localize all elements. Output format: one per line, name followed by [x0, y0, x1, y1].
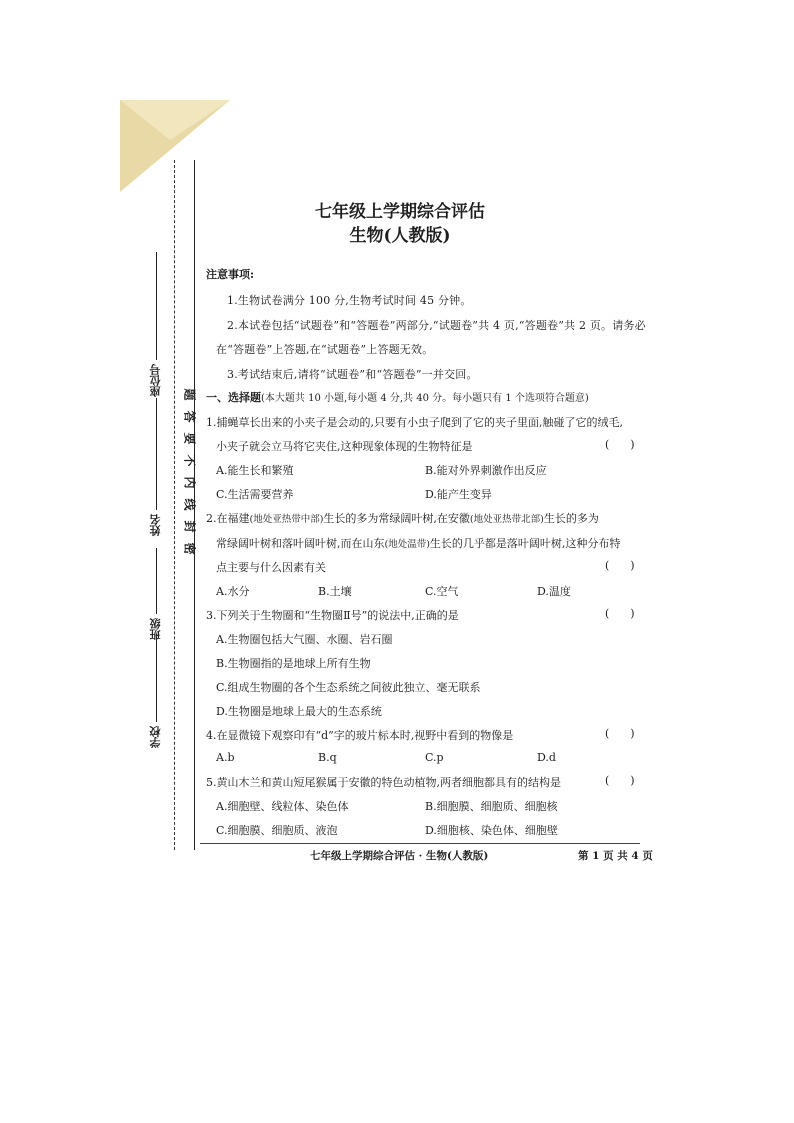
- question-2-stem-line-1: [206, 510, 599, 526]
- question-2-option-b: B.土壤: [318, 585, 352, 598]
- notes-item-2-line-1: 2.本试卷包括“试题卷”和“答题卷”两部分,“试题卷”共 4 页,“答题卷”共 2 页。请务必: [227, 319, 646, 332]
- seat-number-field[interactable]: [148, 252, 164, 397]
- class-blank[interactable]: [156, 548, 157, 614]
- question-3-option-b: B.生物圈指的是地球上所有生物: [216, 657, 371, 670]
- question-4-answer-bracket[interactable]: ( ): [605, 727, 635, 740]
- notes-item-1: 1.生物试卷满分 100 分,生物考试时间 45 分钟。: [227, 294, 472, 307]
- question-1-stem-line-2: 小夹子就会立马将它夹住,这种现象体现的生物特征是: [216, 440, 473, 453]
- question-1-option-c: C.生活需要营养: [216, 488, 294, 501]
- school-field[interactable]: [148, 636, 164, 748]
- name-field[interactable]: [148, 398, 164, 536]
- question-5-option-d: D.细胞核、染色体、细胞壁: [425, 824, 558, 837]
- question-2-option-d: D.温度: [537, 585, 571, 598]
- question-1-option-d: D.能产生变异: [425, 488, 492, 501]
- question-4-option-a: A.b: [216, 751, 235, 764]
- question-1-answer-bracket[interactable]: ( ): [605, 438, 635, 451]
- question-5-option-c: C.细胞膜、细胞质、液泡: [216, 824, 338, 837]
- question-3-option-d: D.生物圈是地球上最大的生态系统: [216, 705, 382, 718]
- notes-item-2-line-2: 在“答题卷”上答题,在“试题卷”上答题无效。: [216, 343, 434, 356]
- notes-item-3: 3.考试结束后,请将“试题卷”和“答题卷”一并交回。: [227, 368, 478, 381]
- question-1-option-b: B.能对外界刺激作出反应: [425, 464, 547, 477]
- q2-note: (地处温带): [384, 539, 430, 550]
- seat-number-blank[interactable]: [156, 252, 157, 360]
- question-1-option-a: A.能生长和繁殖: [216, 464, 294, 477]
- notes-heading: 注意事项:: [206, 268, 255, 281]
- class-label: 班级: [149, 618, 162, 640]
- q2-text: 生长的多为常绿阔叶树,在安徽: [323, 512, 470, 525]
- section-1-title: 一、选择题: [206, 391, 261, 404]
- binding-margin: [120, 160, 200, 850]
- binding-dashed-line: [174, 160, 175, 850]
- q2-text: 生长的几乎都是落叶阔叶树,这种分布特: [429, 537, 621, 550]
- school-blank[interactable]: [156, 636, 157, 722]
- question-5-answer-bracket[interactable]: ( ): [605, 774, 635, 787]
- q2-text: 常绿阔叶树和落叶阔叶树,而在山东: [216, 537, 385, 550]
- seat-number-label: 座位号: [149, 364, 162, 397]
- seal-notice-char: 题: [184, 387, 196, 401]
- seal-notice-char: 封: [184, 519, 196, 533]
- name-label: 姓名: [149, 514, 162, 536]
- school-label: 学校: [149, 726, 162, 748]
- seal-notice-char: 要: [184, 431, 196, 445]
- section-1-heading: [206, 389, 589, 405]
- q2-note: (地处亚热带中部): [249, 514, 324, 525]
- class-field[interactable]: [148, 548, 164, 640]
- question-2-answer-bracket[interactable]: ( ): [605, 559, 635, 572]
- question-4-option-b: B.q: [318, 751, 337, 764]
- seal-line-notice: [183, 388, 197, 554]
- question-3-option-c: C.组成生物圈的各个生态系统之间彼此独立、毫无联系: [216, 681, 481, 694]
- question-4-option-d: D.d: [537, 751, 556, 764]
- question-2-option-c: C.空气: [425, 585, 459, 598]
- q2-text: 生长的多为: [543, 512, 599, 525]
- seal-notice-char: 内: [184, 475, 196, 489]
- seal-notice-char: 不: [184, 453, 196, 467]
- seal-notice-char: 答: [184, 409, 196, 423]
- question-2-stem-line-3: 点主要与什么因素有关: [216, 561, 326, 574]
- question-5-stem: 5.黄山木兰和黄山短尾猴属于安徽的特色动植物,两者细胞都具有的结构是: [206, 776, 561, 789]
- question-5-option-a: A.细胞壁、线粒体、染色体: [216, 800, 349, 813]
- question-4-stem: 4.在显微镜下观察印有“d”字的玻片标本时,视野中看到的物像是: [206, 729, 514, 742]
- section-1-hint: (本大题共 10 小题,每小题 4 分,共 40 分。每小题只有 1 个选项符合题意): [261, 393, 589, 404]
- footer-exam-name: 七年级上学期综合评估 · 生物(人教版): [310, 850, 489, 862]
- question-2-option-a: A.水分: [216, 585, 250, 598]
- seal-notice-char: 密: [184, 541, 196, 555]
- footer-divider: [200, 843, 640, 844]
- question-3-answer-bracket[interactable]: ( ): [605, 607, 635, 620]
- question-1-stem-line-1: 1.捕蝇草长出来的小夹子是会动的,只要有小虫子爬到了它的夹子里面,触碰了它的绒毛,: [206, 416, 623, 429]
- exam-title: 七年级上学期综合评估: [315, 202, 485, 222]
- question-3-option-a: A.生物圈包括大气圈、水圈、岩石圈: [216, 633, 393, 646]
- q2-note: (地处亚热带北部): [469, 514, 544, 525]
- seal-notice-char: 线: [184, 497, 196, 511]
- name-blank[interactable]: [156, 398, 157, 510]
- question-5-option-b: B.细胞膜、细胞质、细胞核: [425, 800, 558, 813]
- q2-text: 2.在福建: [206, 512, 250, 525]
- footer-page-number: 第 1 页 共 4 页: [578, 850, 653, 862]
- exam-subtitle: 生物(人教版): [349, 226, 451, 246]
- question-2-stem-line-2: [216, 535, 620, 551]
- question-3-stem: 3.下列关于生物圈和“生物圈Ⅱ号”的说法中,正确的是: [206, 609, 459, 622]
- question-4-option-c: C.p: [425, 751, 444, 764]
